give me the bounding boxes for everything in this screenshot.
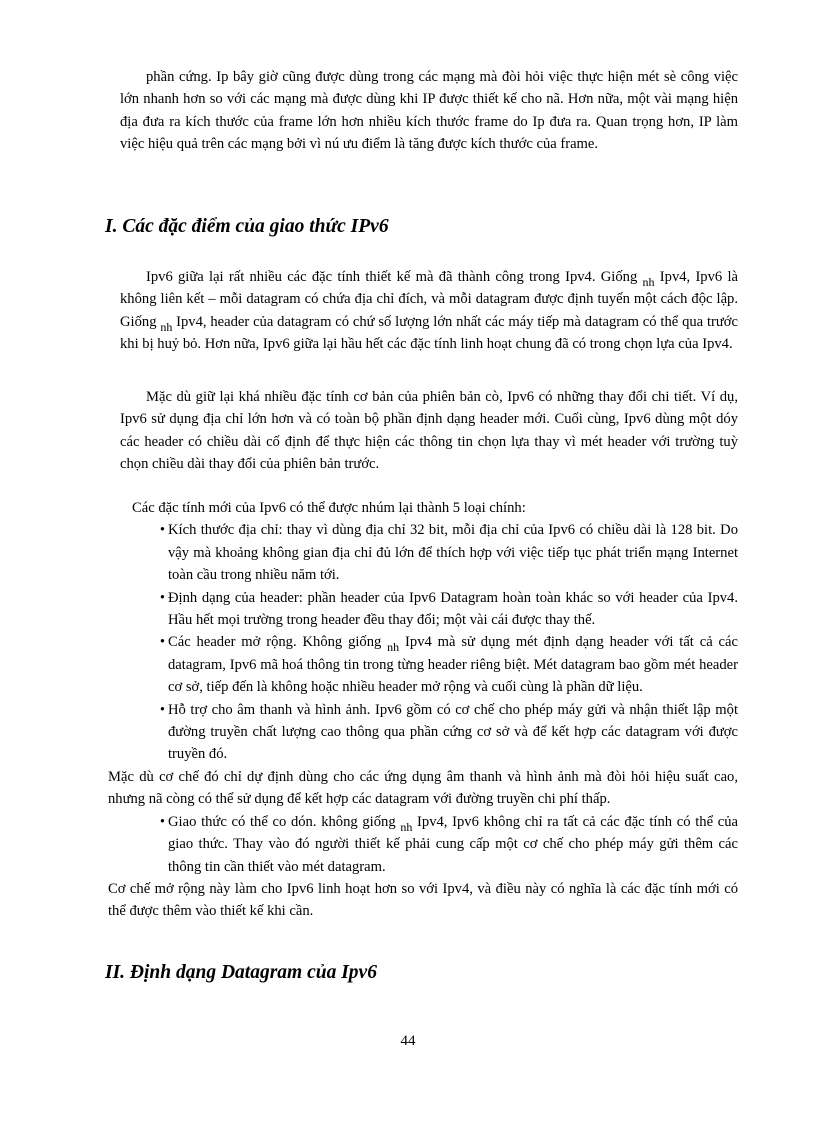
feature-lead: Các đặc tính mới của Ipv6 có thể được nhúm lại thành 5 loại chính: — [132, 500, 526, 516]
list-item — [120, 699, 738, 766]
bullet-3-text-a: Các header mở rộng. Không giống — [168, 634, 382, 651]
bullet-5-sub: nh — [400, 819, 413, 834]
paragraph-1-sub-2: nh — [160, 319, 173, 334]
list-item — [120, 519, 738, 586]
paragraph-1 — [120, 266, 738, 356]
bullet-1-text: Kích thước địa chỉ: thay vì dùng địa chỉ 32 bit, mỗi địa chỉ của Ipv6 có chiều dài là 128 bit. Do vậy mà khoảng không gian địa chỉ đủ lớn để thích hợp với việc tiếp tục phát triển mạng Internet toàn cầu trong nhiều năm tới. — [168, 522, 738, 584]
bullet-icon: • — [159, 701, 165, 718]
bullet-5-continuation: Cơ chế mở rộng này làm cho Ipv6 linh hoạt hơn so với Ipv4, và điều này có nghĩa là các đặc tính mới có thể được thêm vào thiết kế khi cần. — [108, 880, 738, 920]
list-item — [120, 811, 738, 878]
bullet-icon: • — [159, 813, 165, 830]
bullet-4-continuation: Mặc dù cơ chế đó chỉ dự định dùng cho các ứng dụng âm thanh và hình ảnh mà đòi hỏi hiệu suất cao, nhưng nã còng có thể sử dụng để kết hợp các datagram với đường truyền chi phí thấp. — [108, 768, 738, 808]
feature-section — [108, 497, 738, 923]
bullet-icon: • — [159, 634, 165, 651]
paragraph-1-sub-1: nh — [642, 275, 655, 289]
paragraph-1-text-c: Ipv4, header của datagram có chứ số lượng lớn nhất các máy tiếp mà datagram có thể qua trước khi bị huỷ bỏ. Hơn nữa, Ipv6 giữa lại hầu hết các đặc tính linh hoạt chung đã có trong chọn lựa của Ipv4. — [120, 313, 738, 353]
feature-list-2 — [120, 811, 738, 878]
bullet-icon: • — [159, 522, 165, 539]
intro-paragraph: phần cứng. Ip bây giờ cũng được dùng trong các mạng mà đòi hỏi việc thực hiện mét sè công việc lớn nhanh hơn so với các mạng mà được dùng khi IP được thiết kế cho nã. Hơn nữa, một vài mạng hiện địa đưa ra kích thước của frame lớn hơn nhiều kích thước frame do Ip đưa ra. Quan trọng hơn, IP làm việc hiệu quả trên các mạng bởi vì nú ưu điểm là tăng được kích thước của frame. — [120, 69, 738, 153]
bullet-icon: • — [159, 589, 165, 606]
paragraph-1-text-a: Ipv6 giữa lại rất nhiều các đặc tính thiết kế mà đã thành công trong Ipv4. Giống — [146, 269, 638, 285]
bullet-3-sub: nh — [387, 640, 400, 655]
page-number: 44 — [400, 1033, 416, 1049]
section-heading-2: II. Định dạng Datagram của Ipv6 — [105, 962, 377, 983]
bullet-5-text-a: Giao thức có thể co dón. không giống — [168, 813, 396, 830]
feature-list — [120, 519, 738, 765]
bullet-5-text-b: Ipv4, Ipv6 không chỉ ra tất cả các đặc tính có thể của giao thức. Thay vào đó người thiết kế phải cung cấp một cơ chế cho phép máy gửi thêm các thông tin cần thiết vào mét datagram. — [168, 813, 738, 875]
list-item — [120, 631, 738, 698]
bullet-3-text-b: Ipv4 mà sử dụng mét định dạng header với tất cả các datagram, Ipv6 mã hoá thông tin trong từng header riêng biệt. Mét datagram bao gồm mét header cơ sở, tiếp đến là không hoặc nhiều header mở rộng và cuối cùng là phần dữ liệu. — [168, 634, 738, 696]
paragraph-1-text-b: Ipv4, Ipv6 là không liên kết – mỗi datagram có chứa địa chỉ đích, và mỗi datagram được định tuyến một cách độc lập. Giống — [120, 269, 738, 330]
paragraph-2: Mặc dù giữ lại khá nhiều đặc tính cơ bản của phiên bản cò, Ipv6 có những thay đổi chi tiết. Ví dụ, Ipv6 sử dụng địa chỉ lớn hơn và có toàn bộ phần định dạng header mới. Cuối cùng, Ipv6 dùng một dóy các header có chiều dài cố định để thực hiện các thông tin chọn lựa thay vì mét header với trường tuỳ chọn chiều dài thay đổi của phiên bản trước. — [120, 389, 738, 473]
section-heading-1: I. Các đặc điểm của giao thức IPv6 — [105, 216, 389, 237]
bullet-2-text: Định dạng của header: phần header của Ipv6 Datagram hoàn toàn khác so với header của Ipv4. Hầu hết mọi trường trong header đều thay đổi; một vài cái được thay thế. — [168, 589, 738, 629]
list-item — [120, 587, 738, 632]
bullet-4-text-a: Hỗ trợ cho âm thanh và hình ảnh. Ipv6 gồm có cơ chế cho phép máy gửi và nhận thiết lập một đường truyền chất lượng cao thông qua phần cứng cơ sở và để kết hợp các datagram với được truyền đó. — [168, 701, 738, 763]
